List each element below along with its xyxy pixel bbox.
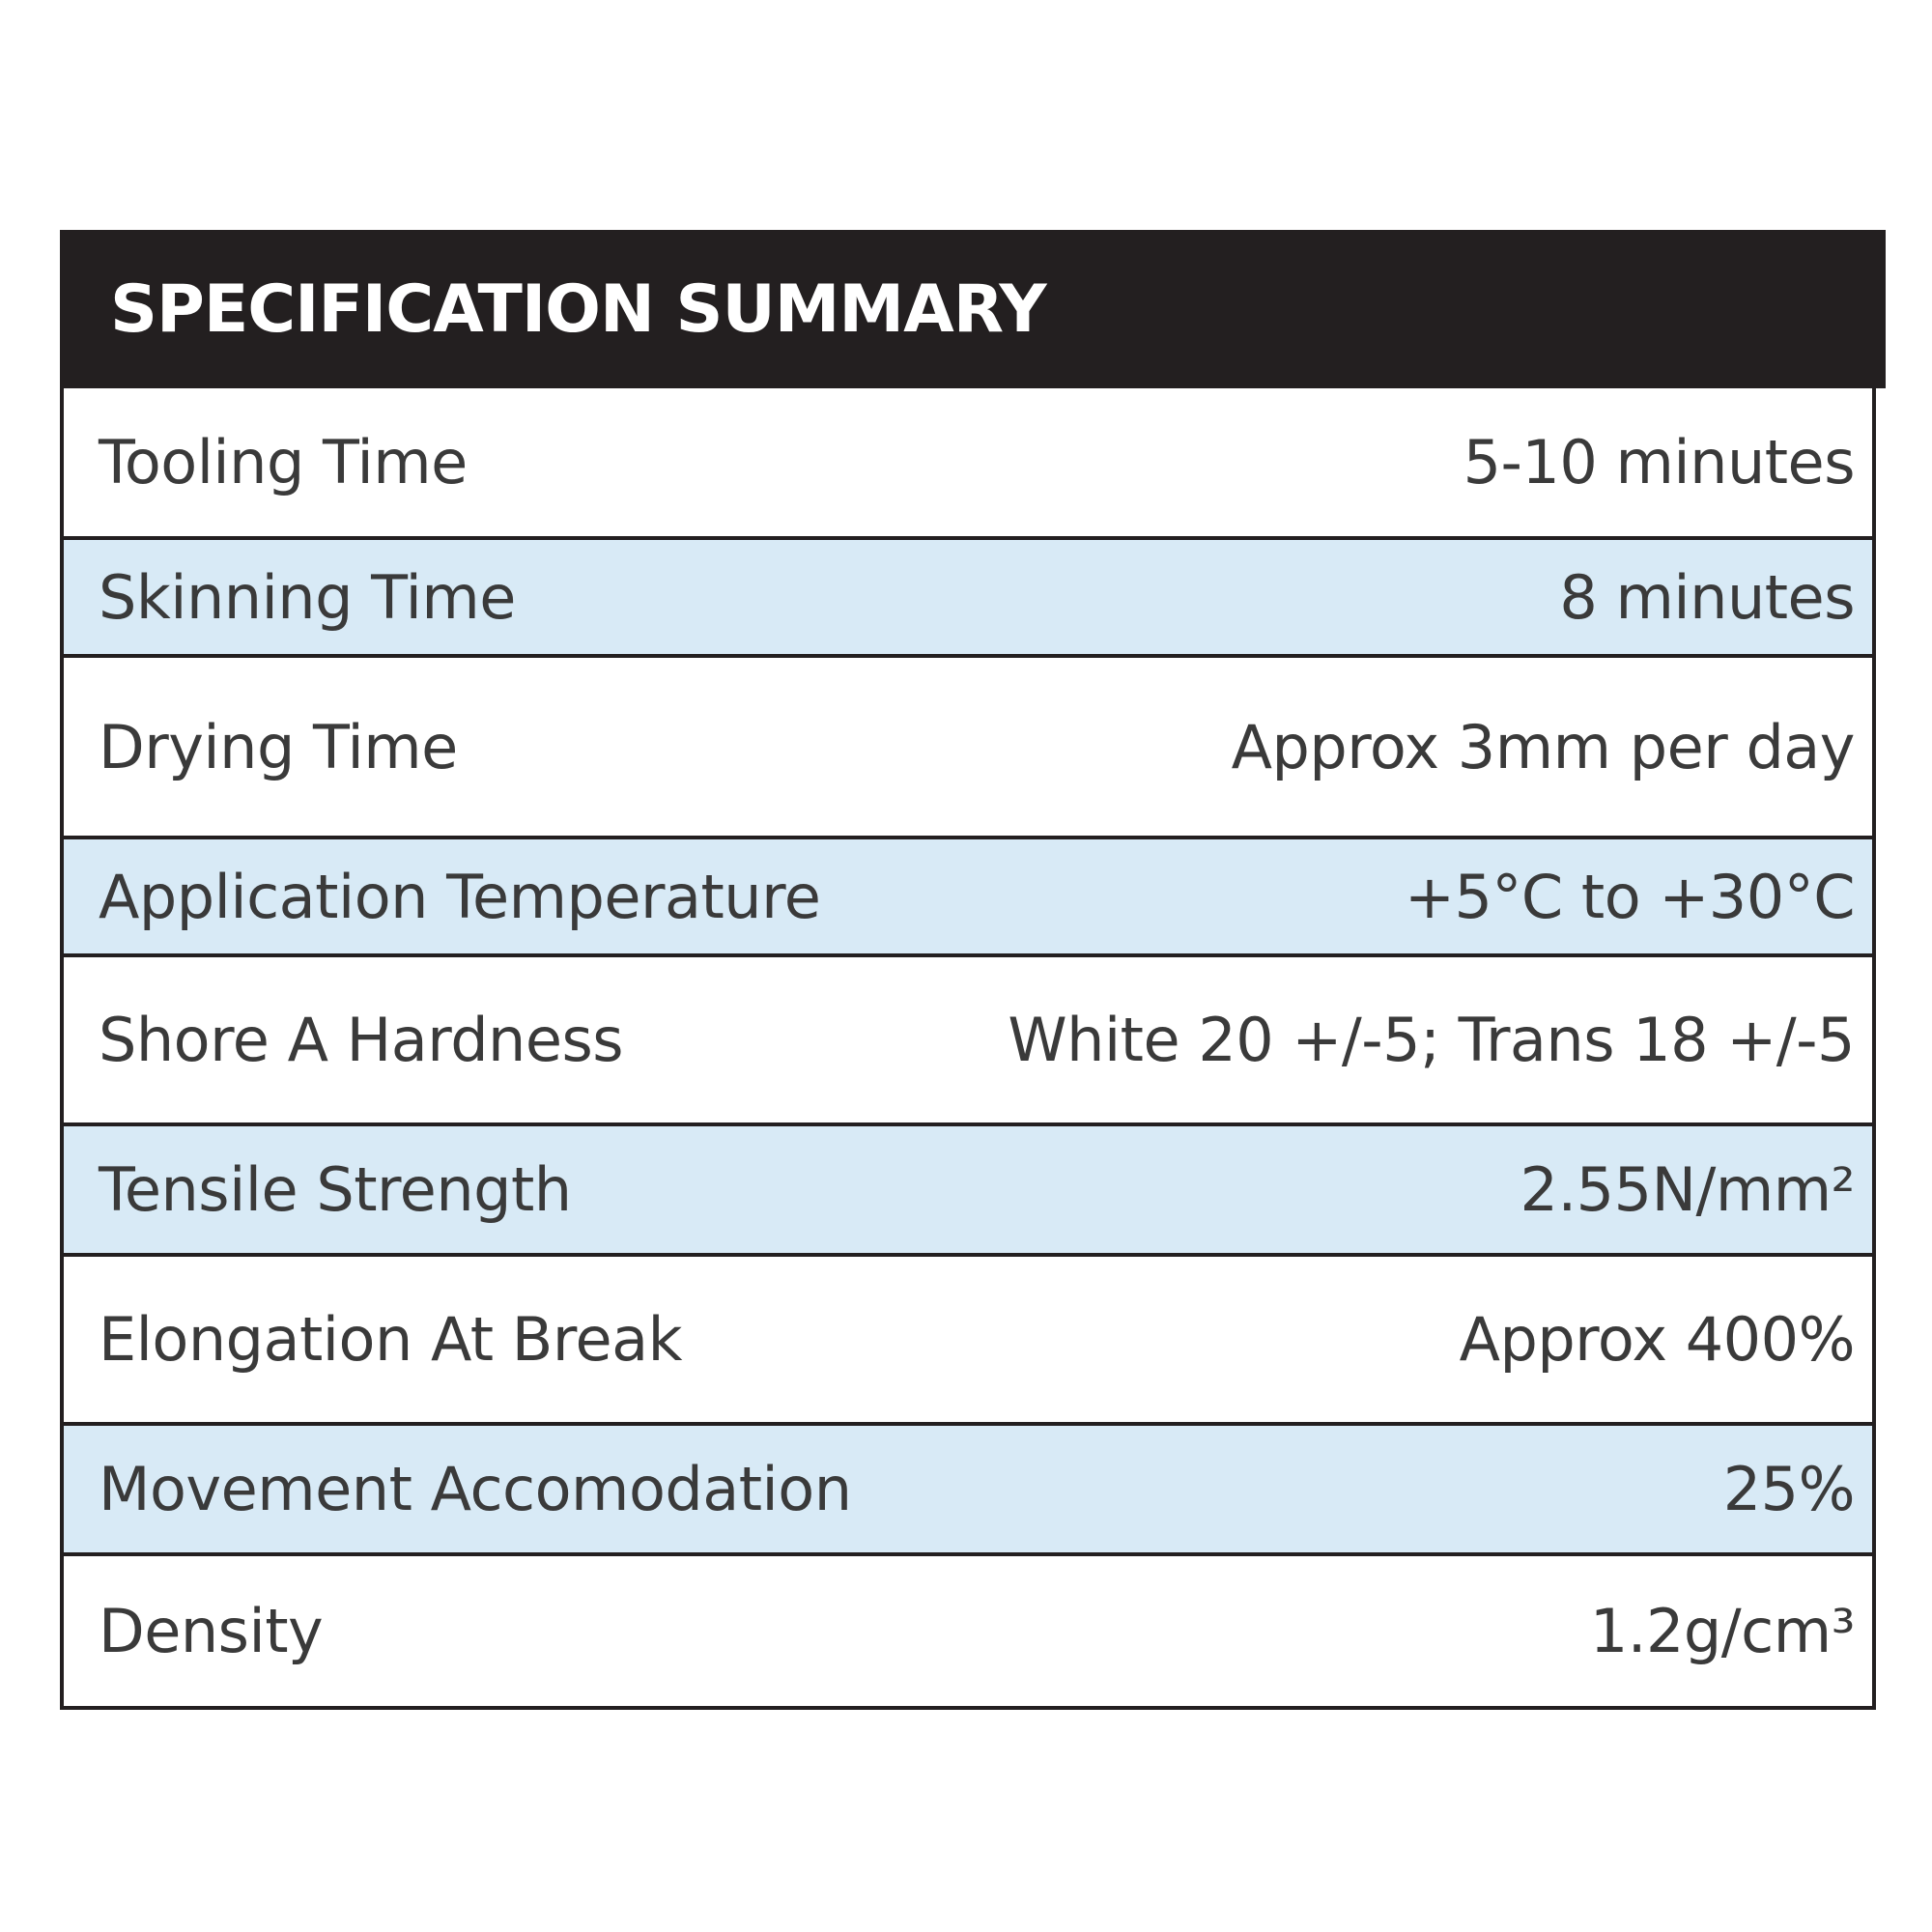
row-value: +5°C to +30°C [1405,861,1855,932]
table-row-drying-time [64,658,1872,839]
row-label: Shore A Hardness [99,1005,624,1075]
row-label: Movement Accomodation [99,1454,852,1524]
row-value: Approx 3mm per day [1231,711,1855,782]
row-value: 1.2g/cm³ [1589,1596,1855,1666]
table-row-tooling-time [64,388,1872,540]
table-row-tensile-strength [64,1126,1872,1257]
table-title: SPECIFICATION SUMMARY [60,230,1886,388]
row-value: 8 minutes [1559,561,1855,633]
row-value: 2.55N/mm² [1520,1154,1855,1225]
row-label: Elongation At Break [99,1304,682,1375]
table-row-density [64,1556,1872,1706]
specification-summary-table [60,230,1886,1710]
row-value: 25% [1722,1454,1855,1524]
row-label: Tensile Strength [99,1154,572,1225]
row-value: White 20 +/-5; Trans 18 +/-5 [1008,1005,1855,1075]
row-value: Approx 400% [1459,1304,1855,1375]
table-row-movement-accomodation [64,1426,1872,1556]
table-row-skinning-time [64,540,1872,658]
row-label: Application Temperature [99,861,821,932]
table-row-shore-a-hardness [64,957,1872,1126]
row-value: 5-10 minutes [1463,427,1855,497]
table-row-elongation-at-break [64,1257,1872,1426]
spec-rows [60,388,1876,1710]
row-label: Skinning Time [99,561,516,633]
row-label: Density [99,1596,324,1666]
table-row-application-temperature [64,839,1872,957]
row-label: Tooling Time [99,427,468,497]
row-label: Drying Time [99,711,458,782]
